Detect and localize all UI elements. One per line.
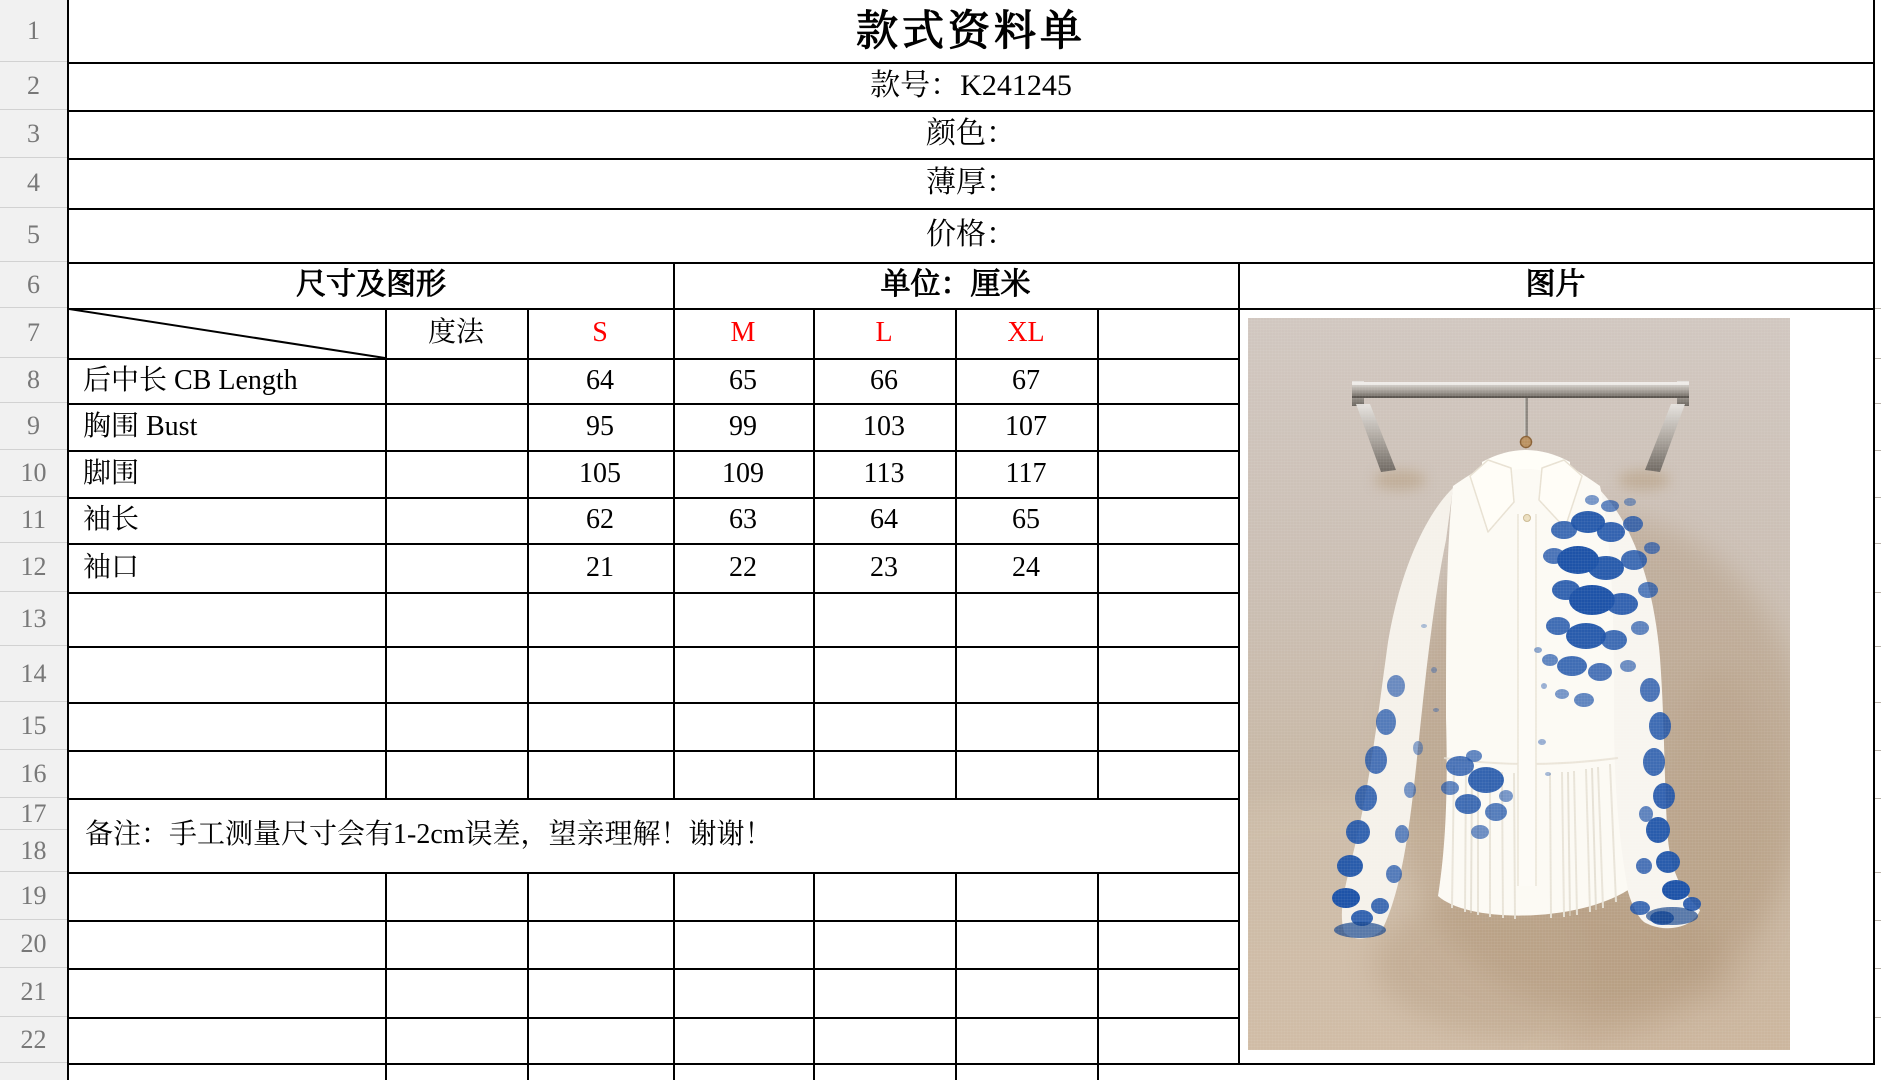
row-header-9[interactable]: 9 [0,403,67,450]
gridline-v [385,308,387,798]
size-header-m[interactable]: M [730,317,756,348]
row-header-17[interactable]: 17 [0,798,67,830]
gridline-v [955,308,957,798]
measure-value[interactable]: 64 [870,504,898,535]
faint-gridline [1875,872,1881,873]
gridline-h [69,872,1240,874]
gridline-h [69,62,1875,64]
gridline-h [69,920,1240,922]
row-header-2[interactable]: 2 [0,62,67,110]
gridline-h [69,543,1240,545]
faint-gridline [1875,750,1881,751]
gridline-v [527,872,529,1080]
measure-value[interactable]: 107 [1005,410,1047,442]
row-header-4[interactable]: 4 [0,158,67,208]
gridline-h [69,702,1240,704]
measure-value[interactable]: 64 [586,364,614,396]
row-header-18[interactable]: 18 [0,830,67,872]
faint-gridline [1875,702,1881,703]
row-header-20[interactable]: 20 [0,920,67,968]
cell-style-number[interactable]: 款号：K241245 [870,69,1072,102]
faint-gridline [1875,920,1881,921]
faint-gridline [1875,497,1881,498]
measure-label-sleeve-length[interactable]: 袖长 [83,504,140,535]
row-header-partial [0,1063,67,1080]
gridline-h [69,968,1240,970]
row-header-22[interactable]: 22 [0,1017,67,1063]
gridline-h [69,1063,1875,1065]
gridline-h [69,1017,1240,1019]
measure-value[interactable]: 23 [870,551,898,583]
gridline-v [1238,262,1240,1063]
gridline-v [955,872,957,1080]
gridline-v [1097,872,1099,1080]
measure-value[interactable]: 22 [729,551,757,583]
row-header-1[interactable]: 1 [0,0,67,62]
faint-gridline [1875,543,1881,544]
measure-value[interactable]: 24 [1012,551,1040,583]
sheet-title[interactable]: 款式资料单 [855,7,1086,54]
measure-label-cb-length[interactable]: 后中长 CB Length [83,364,298,396]
measure-value[interactable]: 113 [863,457,905,489]
gridline-h [69,646,1240,648]
gridline-v [67,0,69,1080]
measure-value[interactable]: 95 [586,410,614,442]
diagonal-line [69,308,385,358]
measure-label-bust[interactable]: 胸围 Bust [83,410,198,442]
faint-gridline [1875,358,1881,359]
row-header-6[interactable]: 6 [0,262,67,308]
gridline-h [69,403,1240,405]
section-unit-cm[interactable]: 单位：厘米 [880,268,1031,301]
row-header-11[interactable]: 11 [0,497,67,543]
gridline-h [69,358,1240,360]
product-photo[interactable] [1248,318,1790,1050]
gridline-h [69,208,1875,210]
row-header-15[interactable]: 15 [0,702,67,750]
row-header-10[interactable]: 10 [0,450,67,497]
size-header-s[interactable]: S [592,317,608,348]
section-size-and-drawing[interactable]: 尺寸及图形 [296,268,446,301]
cell-color[interactable]: 颜色： [926,117,1016,150]
faint-gridline [1875,968,1881,969]
row-header-13[interactable]: 13 [0,592,67,646]
gridline-v [527,308,529,798]
measure-label-cuff[interactable]: 袖口 [83,551,140,583]
gridline-h [69,308,1875,310]
size-header-xl[interactable]: XL [1007,317,1045,348]
row-header-5[interactable]: 5 [0,208,67,262]
measure-value[interactable]: 66 [870,364,898,396]
row-header-16[interactable]: 16 [0,750,67,798]
gridline-h [69,798,1240,800]
gridline-v [813,872,815,1080]
measure-value[interactable]: 105 [579,457,621,489]
header-measure-method[interactable]: 度法 [427,317,484,348]
section-picture[interactable]: 图片 [1525,268,1586,301]
row-header-7[interactable]: 7 [0,308,67,358]
row-header-8[interactable]: 8 [0,358,67,403]
cell-price[interactable]: 价格： [926,218,1016,251]
measure-value[interactable]: 67 [1012,364,1040,396]
measure-value[interactable]: 65 [1012,504,1040,535]
measure-value[interactable]: 117 [1005,457,1047,489]
faint-gridline [1875,450,1881,451]
gridline-h [69,497,1240,499]
diagonal-header-cell[interactable] [69,308,385,358]
faint-gridline [1875,308,1881,309]
gridline-h [69,750,1240,752]
measure-value[interactable]: 103 [863,410,905,442]
size-header-l[interactable]: L [875,317,893,348]
row-header-21[interactable]: 21 [0,968,67,1017]
row-header-19[interactable]: 19 [0,872,67,920]
blue-floral-blouse-illustration [1248,318,1790,1050]
note-cell[interactable]: 备注：手工测量尺寸会有1-2cm误差，望亲理解！谢谢！ [85,819,773,850]
gridline-h [69,592,1240,594]
faint-gridline [1875,798,1881,799]
gridline-v [1097,308,1099,798]
measure-value[interactable]: 62 [586,504,614,535]
gridline-h [69,262,1875,264]
row-header-14[interactable]: 14 [0,646,67,702]
row-header-3[interactable]: 3 [0,110,67,158]
measure-label-hem[interactable]: 脚围 [83,457,140,489]
row-header-12[interactable]: 12 [0,543,67,592]
faint-gridline [1875,403,1881,404]
measure-value[interactable]: 109 [722,457,764,489]
gridline-v [813,308,815,798]
measure-value[interactable]: 65 [729,364,757,396]
gridline-v [385,872,387,1080]
measure-value[interactable]: 21 [586,551,614,583]
gridline-v [673,872,675,1080]
faint-gridline [1875,592,1881,593]
measure-value[interactable]: 63 [729,504,757,535]
measure-value[interactable]: 99 [729,410,757,442]
gridline-h [69,450,1240,452]
gridline-h [69,110,1875,112]
faint-gridline [1875,1017,1881,1018]
faint-gridline [1875,646,1881,647]
gridline-h [69,158,1875,160]
cell-thickness[interactable]: 薄厚： [926,166,1016,199]
gridline-v [673,262,675,798]
